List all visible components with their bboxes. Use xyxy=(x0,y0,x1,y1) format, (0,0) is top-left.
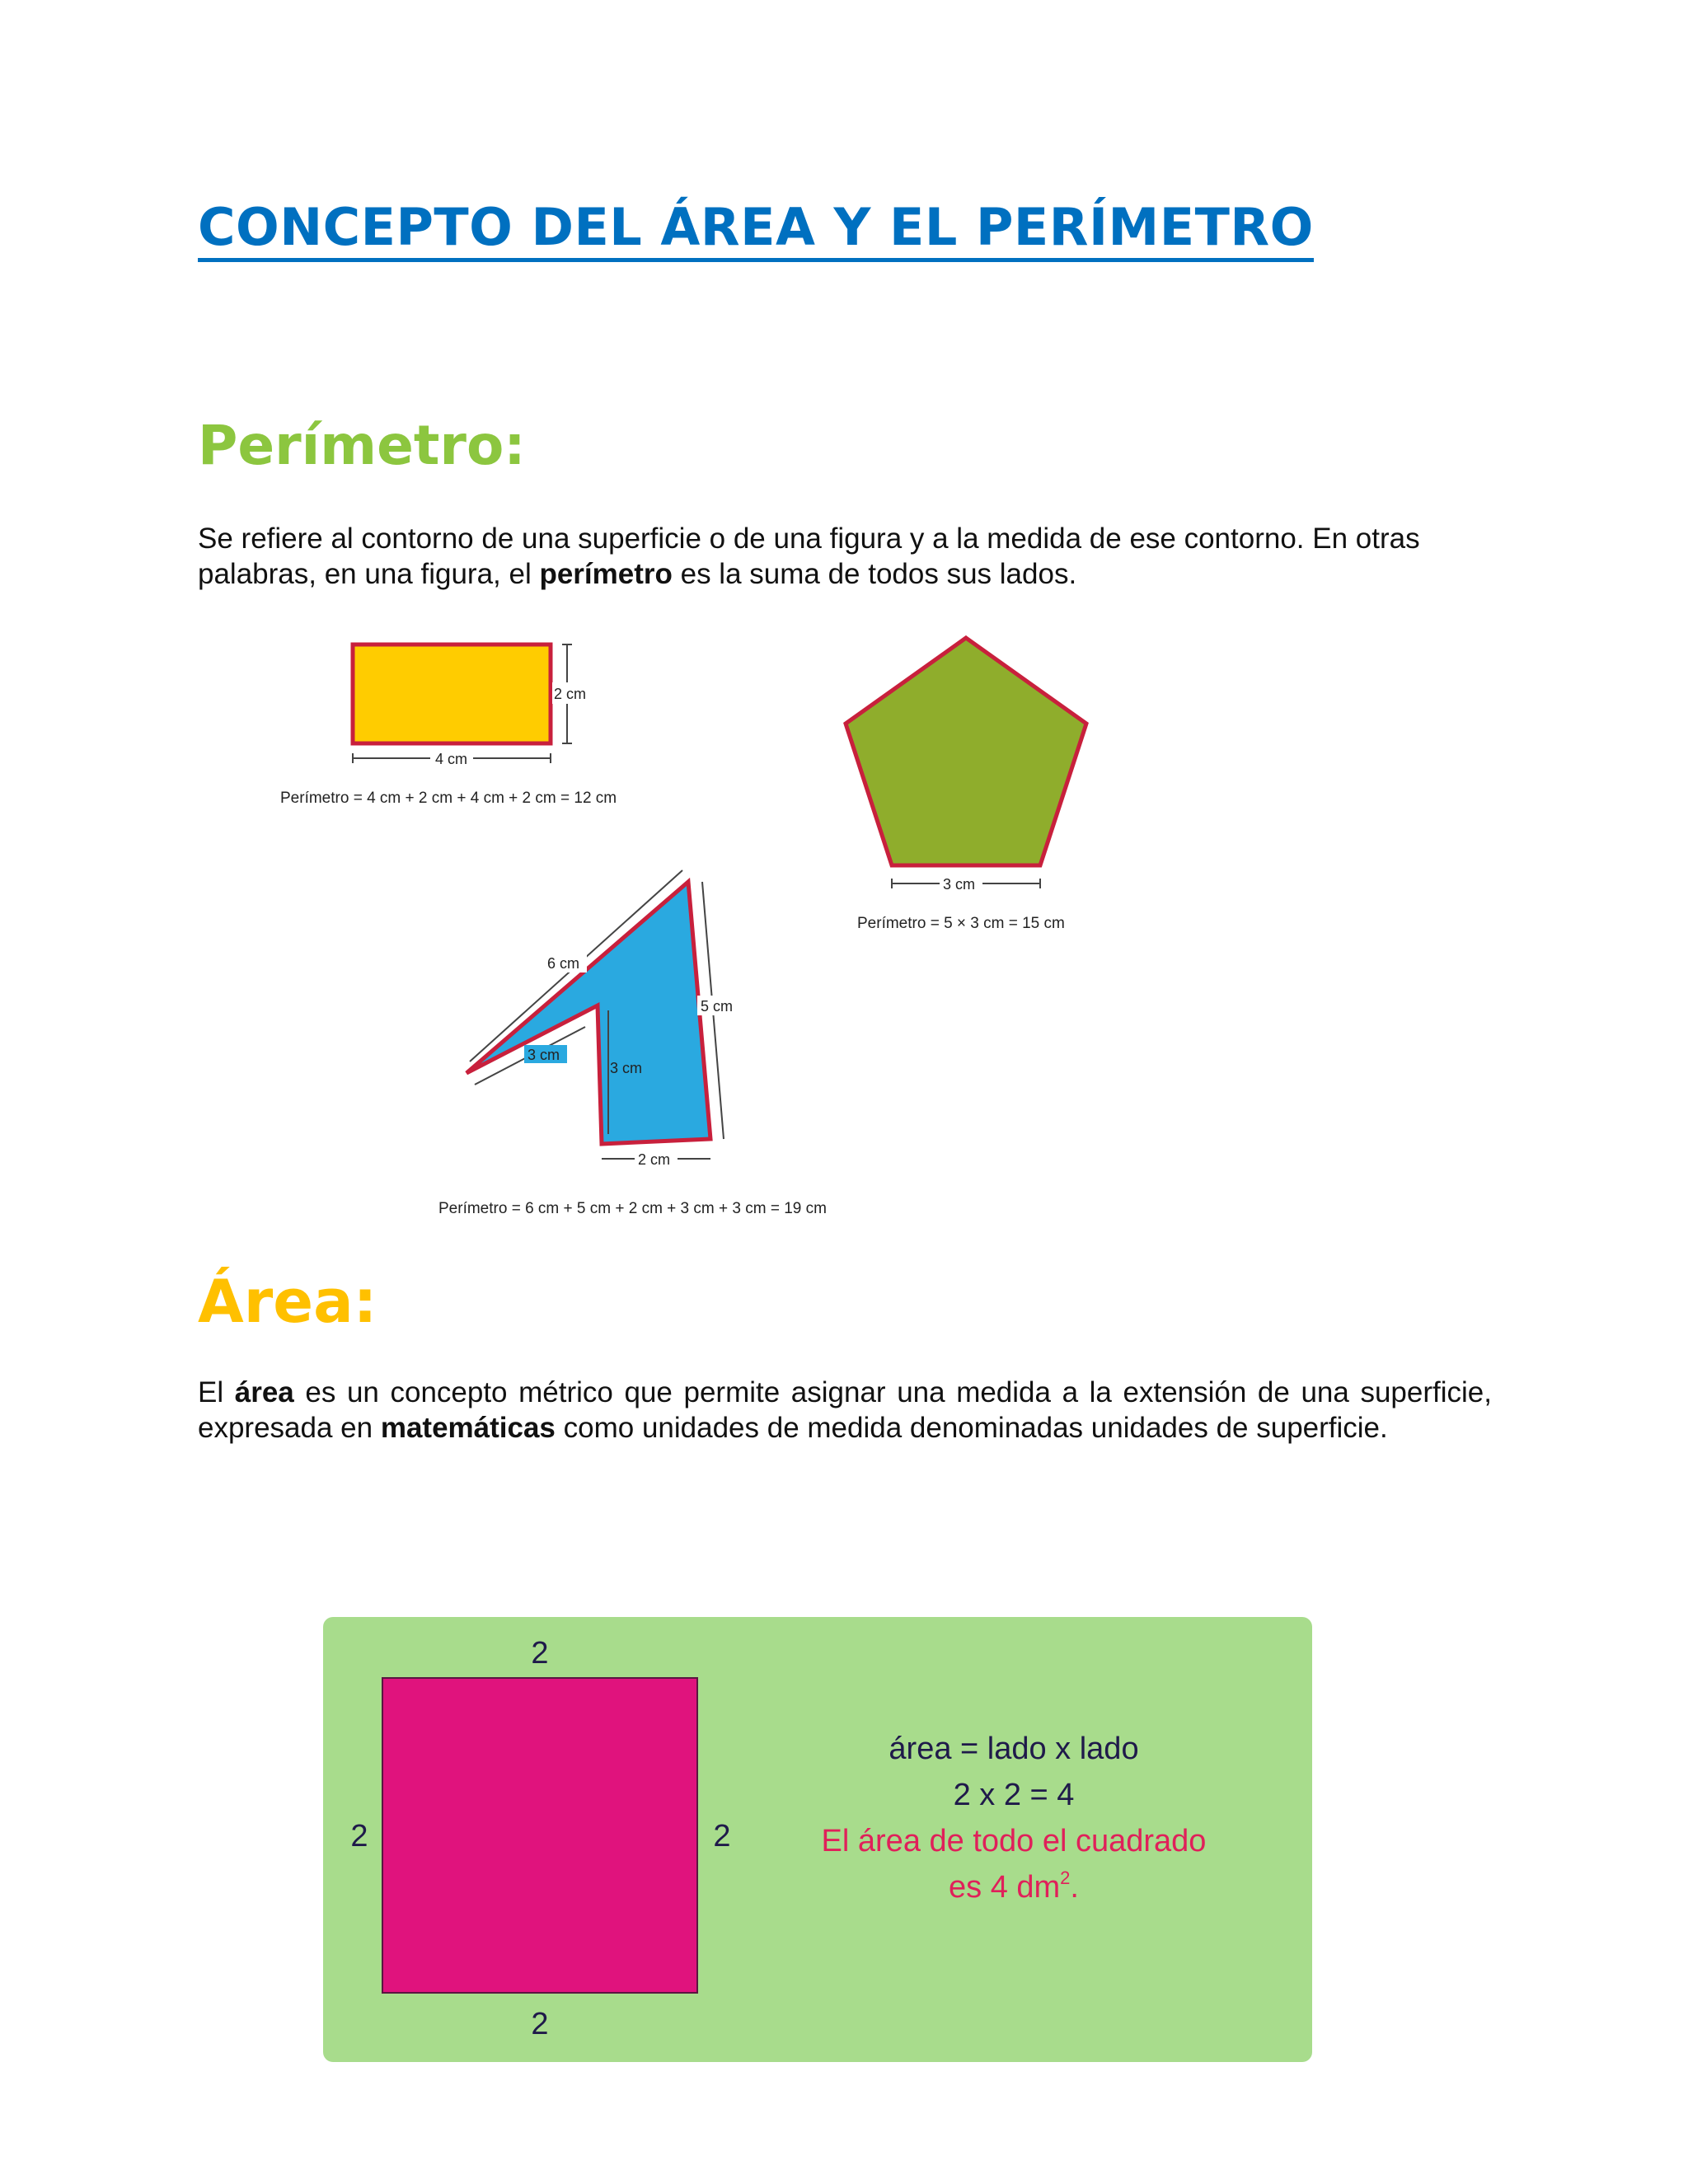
area-figure xyxy=(321,1615,1314,2064)
area-bold-math: matemáticas xyxy=(380,1412,556,1444)
pentagon-side-label: 3 cm xyxy=(943,876,976,893)
rectangle-height-label: 2 cm xyxy=(554,686,587,702)
area-result-period: . xyxy=(1070,1870,1079,1905)
perimetro-heading: Perímetro: xyxy=(198,414,526,477)
area-text-1: El xyxy=(198,1376,235,1408)
perimetro-figures xyxy=(0,626,1154,1253)
perimetro-paragraph xyxy=(198,521,1492,592)
area-result-line1: El área de todo el cuadrado xyxy=(821,1824,1207,1858)
square-side-right-label: 2 xyxy=(713,1819,731,1854)
arrow-3cm-vertical-label: 3 cm xyxy=(610,1060,643,1076)
perimetro-text-1: Se refiere al contorno de una superficie o de una figura y a la medida de ese contorno. En otras palabras, en una figura, el xyxy=(198,523,1420,590)
pink-square xyxy=(382,1678,697,1993)
area-text-3: como unidades de medida denominadas unidades de superficie. xyxy=(555,1412,1388,1444)
area-heading: Área: xyxy=(198,1267,377,1336)
square-side-bottom-label: 2 xyxy=(531,2007,549,2041)
area-paragraph xyxy=(198,1375,1492,1446)
area-formula-line1: área = lado x lado xyxy=(889,1732,1139,1766)
arrow-formula: Perímetro = 6 cm + 5 cm + 2 cm + 3 cm + 3 cm = 19 cm xyxy=(438,1200,827,1217)
arrow-2cm-label: 2 cm xyxy=(638,1151,671,1168)
area-result-text: es 4 dm xyxy=(949,1870,1061,1905)
rectangle-width-label: 4 cm xyxy=(435,751,468,767)
rectangle-formula: Perímetro = 4 cm + 2 cm + 4 cm + 2 cm = 12 cm xyxy=(280,790,617,807)
arrow-5cm-label: 5 cm xyxy=(701,998,734,1015)
arrow-6cm-label: 6 cm xyxy=(547,955,580,972)
pentagon-formula: Perímetro = 5 × 3 cm = 15 cm xyxy=(857,915,1065,932)
page-title: CONCEPTO DEL ÁREA Y EL PERÍMETRO xyxy=(198,198,1314,262)
square-side-left-label: 2 xyxy=(350,1819,368,1854)
square-side-top-label: 2 xyxy=(531,1636,549,1671)
perimetro-text-2: es la suma de todos sus lados. xyxy=(672,558,1077,590)
area-bold-term: área xyxy=(234,1376,294,1408)
arrow-3cm-lower-label: 3 cm xyxy=(528,1047,560,1063)
perimetro-bold-term: perímetro xyxy=(539,558,673,590)
area-result-superscript: 2 xyxy=(1060,1868,1071,1888)
area-result-line2 xyxy=(949,1868,1079,1905)
area-text-2: es un concepto métrico que permite asignar una medida a la extensión de una superficie, expresada en xyxy=(198,1376,1492,1444)
arrow-shape xyxy=(467,882,710,1144)
rectangle-shape xyxy=(353,644,551,743)
area-formula-line2: 2 x 2 = 4 xyxy=(953,1778,1075,1812)
pentagon-shape xyxy=(846,638,1086,865)
